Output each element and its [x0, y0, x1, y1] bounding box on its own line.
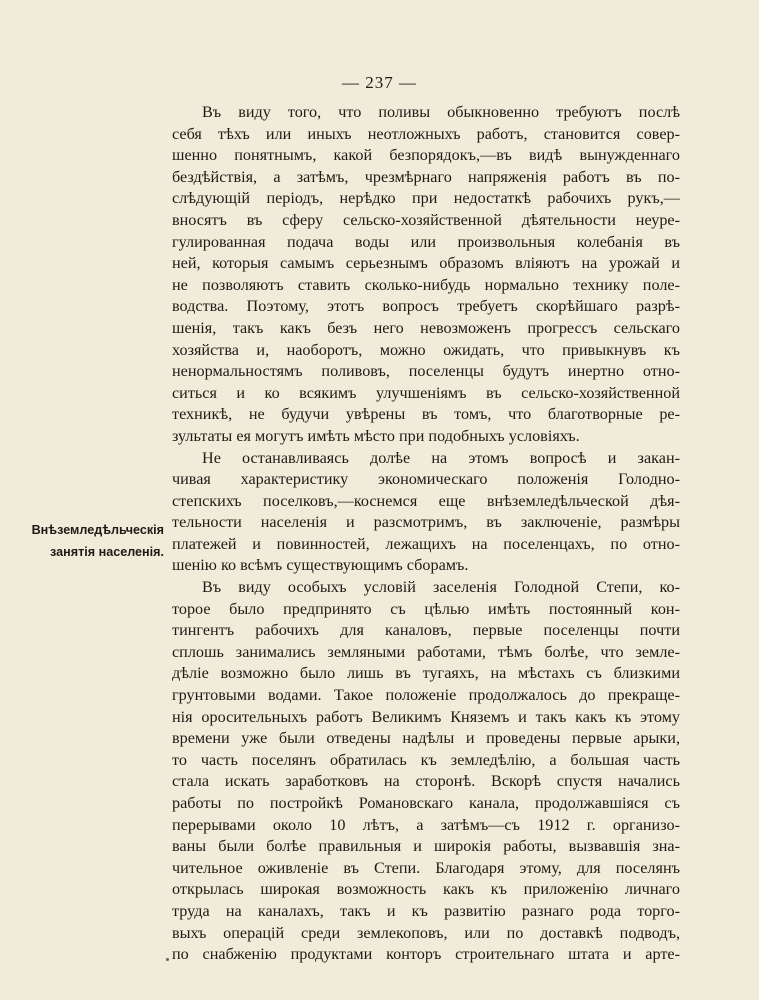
sidenote-line-2: занятія населенія. — [50, 545, 164, 559]
text-line: чивая характеристику экономическаго положенія Голодно- — [172, 470, 680, 489]
text-line: ваны были болѣе правильныя и широкія работы, вызвавшія зна- — [172, 837, 680, 856]
text-line: стала искать заработковъ на сторонѣ. Вскорѣ спустя начались — [172, 772, 680, 791]
text-line: зультаты ея могутъ имѣть мѣсто при подобныхъ условіяхъ. — [172, 426, 580, 445]
text-line: ненормальностямъ поливовъ, поселенцы будутъ инертно отно- — [172, 362, 680, 381]
text-line: шенія, такъ какъ безъ него невозможенъ прогрессъ сельскаго — [172, 318, 680, 337]
text-line: Не останавливаясь долѣе на этомъ вопросѣ и закан- — [202, 448, 680, 467]
text-line: выхъ операцій среди землекоповъ, или по доставкѣ подводъ, — [172, 923, 680, 942]
text-line: работы по постройкѣ Романовскаго канала, продолжавшіяся съ — [172, 794, 680, 812]
text-line: себя тѣхъ или иныхъ неотложныхъ работъ, становится совер- — [172, 124, 680, 143]
text-line: перерывами около 10 лѣтъ, а затѣмъ—съ 1912 г. организо- — [172, 815, 680, 834]
text-line: торое было предпринято съ цѣлью имѣть постоянный кон- — [172, 599, 680, 618]
text-line: нія оросительныхъ работъ Великимъ Княземъ и такъ какъ къ этому — [172, 707, 680, 726]
main-text — [172, 102, 680, 966]
text-line: вносятъ въ сферу сельско-хозяйственной дѣятельности неуре- — [172, 210, 680, 229]
text-line: хозяйства и, наоборотъ, можно ожидать, что привыкнувъ къ — [172, 340, 680, 359]
print-speck — [166, 958, 169, 961]
text-line: чительное оживленіе въ Степи. Благодаря этому, для поселянъ — [172, 858, 680, 877]
text-line: то часть поселянъ обратилась къ земледѣлію, а большая часть — [172, 750, 680, 769]
text-line: степскихъ поселковъ,—коснемся еще внѣземледѣльческой дѣя- — [172, 491, 680, 510]
text-line: не позволяютъ ставить сколько-нибудь нормально технику поле- — [172, 275, 680, 294]
text-line: слѣдующій періодъ, нерѣдко при недостаткѣ рабочихъ рукъ,— — [172, 189, 680, 208]
text-line: техникѣ, не будучи увѣрены въ томъ, что благотворные ре- — [172, 405, 680, 424]
text-line: Въ виду того, что поливы обыкновенно требуютъ послѣ — [202, 103, 680, 121]
text-line: открылась широкая возможность какъ къ приложенію личнаго — [172, 880, 680, 899]
text-line: тингентъ рабочихъ для каналовъ, первые поселенцы почти — [172, 621, 680, 640]
text-line: времени уже были отведены надѣлы и проведены первые арыки, — [172, 729, 680, 748]
text-line: ней, которыя самымъ серьезнымъ образомъ вліяютъ на урожай и — [172, 254, 680, 273]
text-line: тельности населенія и разсмотримъ, въ заключеніе, размѣры — [172, 513, 680, 532]
text-line: дѣліе возможно было лишь въ тугаяхъ, на мѣстахъ съ близкими — [172, 664, 680, 683]
text-line: труда на каналахъ, такъ и къ развитію разнаго рода торго- — [172, 901, 680, 920]
text-line: гулированная подача воды или произвольныя колебанія въ — [172, 232, 680, 251]
text-line: шенію ко всѣмъ существующимъ сборамъ. — [172, 556, 469, 575]
page-number: — 237 — — [342, 73, 417, 92]
text-line: ситься и ко всякимъ улучшеніямъ въ сельско-хозяйственной — [172, 383, 680, 402]
text-line: по снабженію продуктами конторъ строительнаго штата и арте- — [172, 945, 680, 964]
text-line: грунтовыми водами. Такое положеніе продолжалось до прекраще- — [172, 686, 680, 705]
text-line: Въ виду особыхъ условій заселенія Голодной Степи, ко- — [202, 578, 680, 597]
text-line: платежей и повинностей, лежащихъ на поселенцахъ, по отно- — [172, 534, 680, 553]
text-line: бездѣйствія, а затѣмъ, чрезмѣрнаго напряженія работъ въ по- — [172, 167, 680, 186]
text-line: водства. Поэтому, этотъ вопросъ требуетъ скорѣйшаго разрѣ- — [172, 297, 680, 316]
text-line: шенно понятнымъ, какой безпорядокъ,—въ видѣ вынужденнаго — [172, 146, 680, 165]
sidenote-line-1: Внѣземледѣльческія — [31, 523, 164, 538]
text-line: сплошь занимались земляными работами, тѣмъ болѣе, что земле- — [172, 642, 680, 661]
